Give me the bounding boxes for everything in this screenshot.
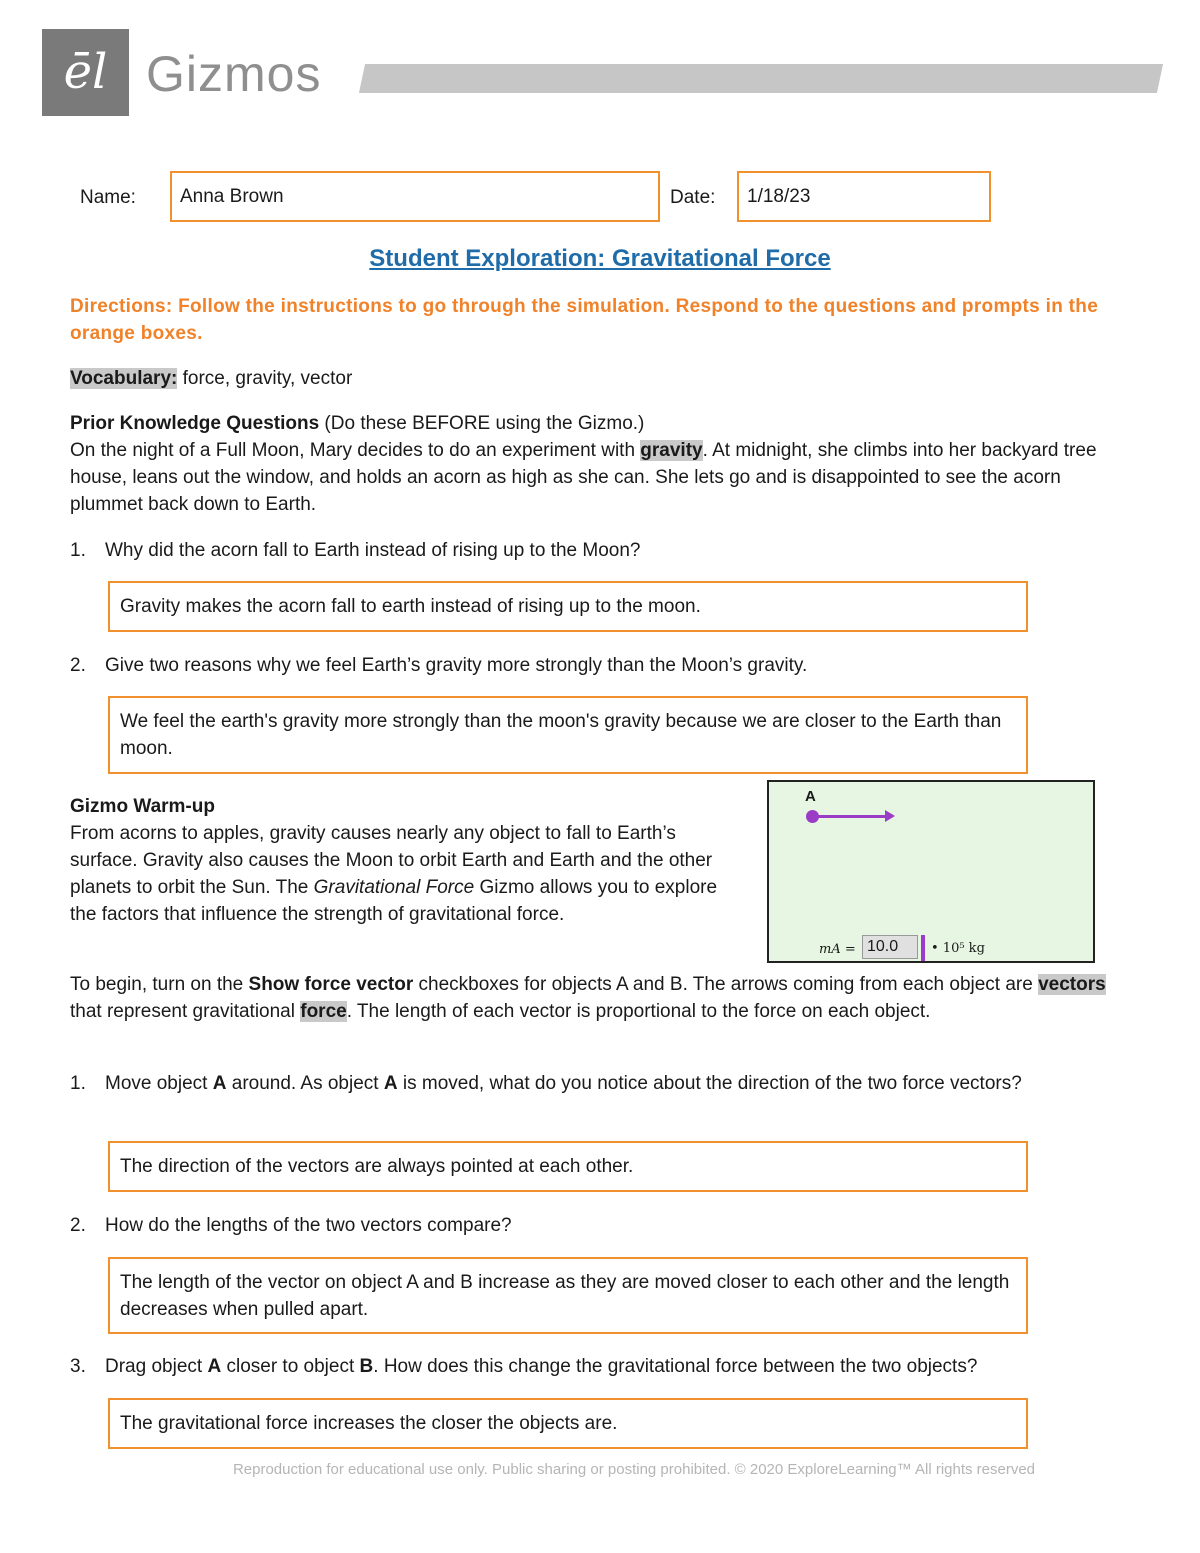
warmup-text-end: Gizmo allows you to explore the factors that influence the strength of gravitational force. — [70, 877, 718, 925]
page-title: Student Exploration: Gravitational Force — [369, 245, 831, 272]
warmup-section — [70, 793, 745, 928]
question-text: Drag object A closer to object B. How does this change the gravitational force between the two objects? — [105, 1356, 978, 1377]
vocabulary-label: Vocabulary: — [70, 368, 178, 389]
answer-box-prior-1[interactable]: Gravity makes the acorn fall to earth instead of rising up to the moon. — [108, 581, 1028, 632]
prior-text-end: . At midnight, she climbs into her backyard tree house, leans out the window, and holds an acorn as high as she can. She lets go and is disappointed to see the acorn plummet back down to Earth. — [70, 440, 1097, 515]
directions: Directions: Follow the instructions to go through the simulation. Respond to the questions and prompts in the orange boxes. — [70, 296, 1099, 344]
question-number: 1. — [70, 1073, 86, 1094]
begin-text: . The length of each vector is proportional to the force on each object. — [346, 1001, 931, 1022]
answer-box-warmup-1[interactable]: The direction of the vectors are always pointed at each other. — [108, 1141, 1028, 1192]
begin-text: that represent gravitational — [70, 1001, 301, 1022]
begin-text: To begin, turn on the — [70, 974, 249, 995]
prior-heading: Prior Knowledge Questions — [70, 413, 320, 434]
arrowhead-icon — [885, 810, 895, 822]
show-force-vector-text: Show force vector — [248, 974, 414, 995]
begin-instructions — [70, 971, 1140, 1025]
vocabulary-terms: force, gravity, vector — [177, 368, 353, 389]
prior-question-1 — [70, 537, 640, 564]
vocabulary — [70, 365, 352, 392]
gizmo-simulation-image — [767, 780, 1095, 963]
object-a — [806, 810, 819, 823]
warmup-question-1 — [70, 1070, 1090, 1097]
warmup-question-3 — [70, 1353, 977, 1380]
question-text: Move object A around. As object A is moved, what do you notice about the direction of the two force vectors? — [105, 1073, 1022, 1094]
warmup-text: From acorns to apples, gravity causes nearly any object to fall to Earth’s surface. Gravity also causes the Moon to orbit Earth and Earth and the other planets to orbit the Sun. The — [70, 823, 713, 898]
prior-question-2 — [70, 652, 807, 679]
name-field[interactable]: Anna Brown — [170, 171, 660, 222]
answer-box-warmup-3[interactable]: The gravitational force increases the closer the objects are. — [108, 1398, 1028, 1449]
begin-text: checkboxes for objects A and B. The arrows coming from each object are — [413, 974, 1039, 995]
question-number: 1. — [70, 540, 86, 561]
question-text: Give two reasons why we feel Earth’s gravity more strongly than the Moon’s gravity. — [105, 655, 808, 676]
keyword-vectors: vectors — [1038, 974, 1106, 995]
answer-box-prior-2[interactable]: We feel the earth's gravity more strongly than the moon's gravity because we are closer to the Earth than moon. — [108, 696, 1028, 774]
warmup-question-2 — [70, 1212, 512, 1239]
object-a-label: A — [805, 788, 816, 805]
header-bar — [359, 64, 1163, 93]
gizmos-brand: Gizmos — [146, 46, 322, 102]
question-number: 3. — [70, 1356, 86, 1377]
warmup-intro — [70, 820, 745, 928]
explorelearning-logo: ēl — [42, 29, 129, 116]
mass-slider-handle — [921, 935, 925, 961]
question-number: 2. — [70, 655, 86, 676]
keyword-force: force — [300, 1001, 347, 1022]
mass-unit: • 10⁵ kg — [931, 941, 985, 956]
prior-knowledge-section — [70, 410, 1130, 518]
question-number: 2. — [70, 1215, 86, 1236]
prior-heading-note: (Do these BEFORE using the Gizmo.) — [319, 413, 645, 434]
question-text: Why did the acorn fall to Earth instead of rising up to the Moon? — [105, 540, 641, 561]
gizmo-name: Gravitational Force — [313, 877, 475, 898]
prior-text: On the night of a Full Moon, Mary decides to do an experiment with — [70, 440, 641, 461]
force-vector-arrow — [813, 815, 889, 818]
date-label: Date: — [670, 187, 716, 208]
prior-heading-line — [70, 410, 1130, 437]
warmup-heading: Gizmo Warm-up — [70, 796, 215, 817]
footer-copyright: Reproduction for educational use only. Public sharing or posting prohibited. © 2020 ExploreLearning™ All rights reserved — [232, 1461, 1036, 1478]
question-text: How do the lengths of the two vectors compare? — [105, 1215, 512, 1236]
date-field[interactable]: 1/18/23 — [737, 171, 991, 222]
name-label: Name: — [80, 187, 136, 208]
mass-input: 10.0 — [862, 935, 918, 959]
keyword-gravity: gravity — [640, 440, 703, 461]
answer-box-warmup-2[interactable]: The length of the vector on object A and B increase as they are moved closer to each other and the length decreases when pulled apart. — [108, 1257, 1028, 1334]
mass-label: mA = — [819, 942, 856, 957]
prior-scenario — [70, 437, 1130, 518]
